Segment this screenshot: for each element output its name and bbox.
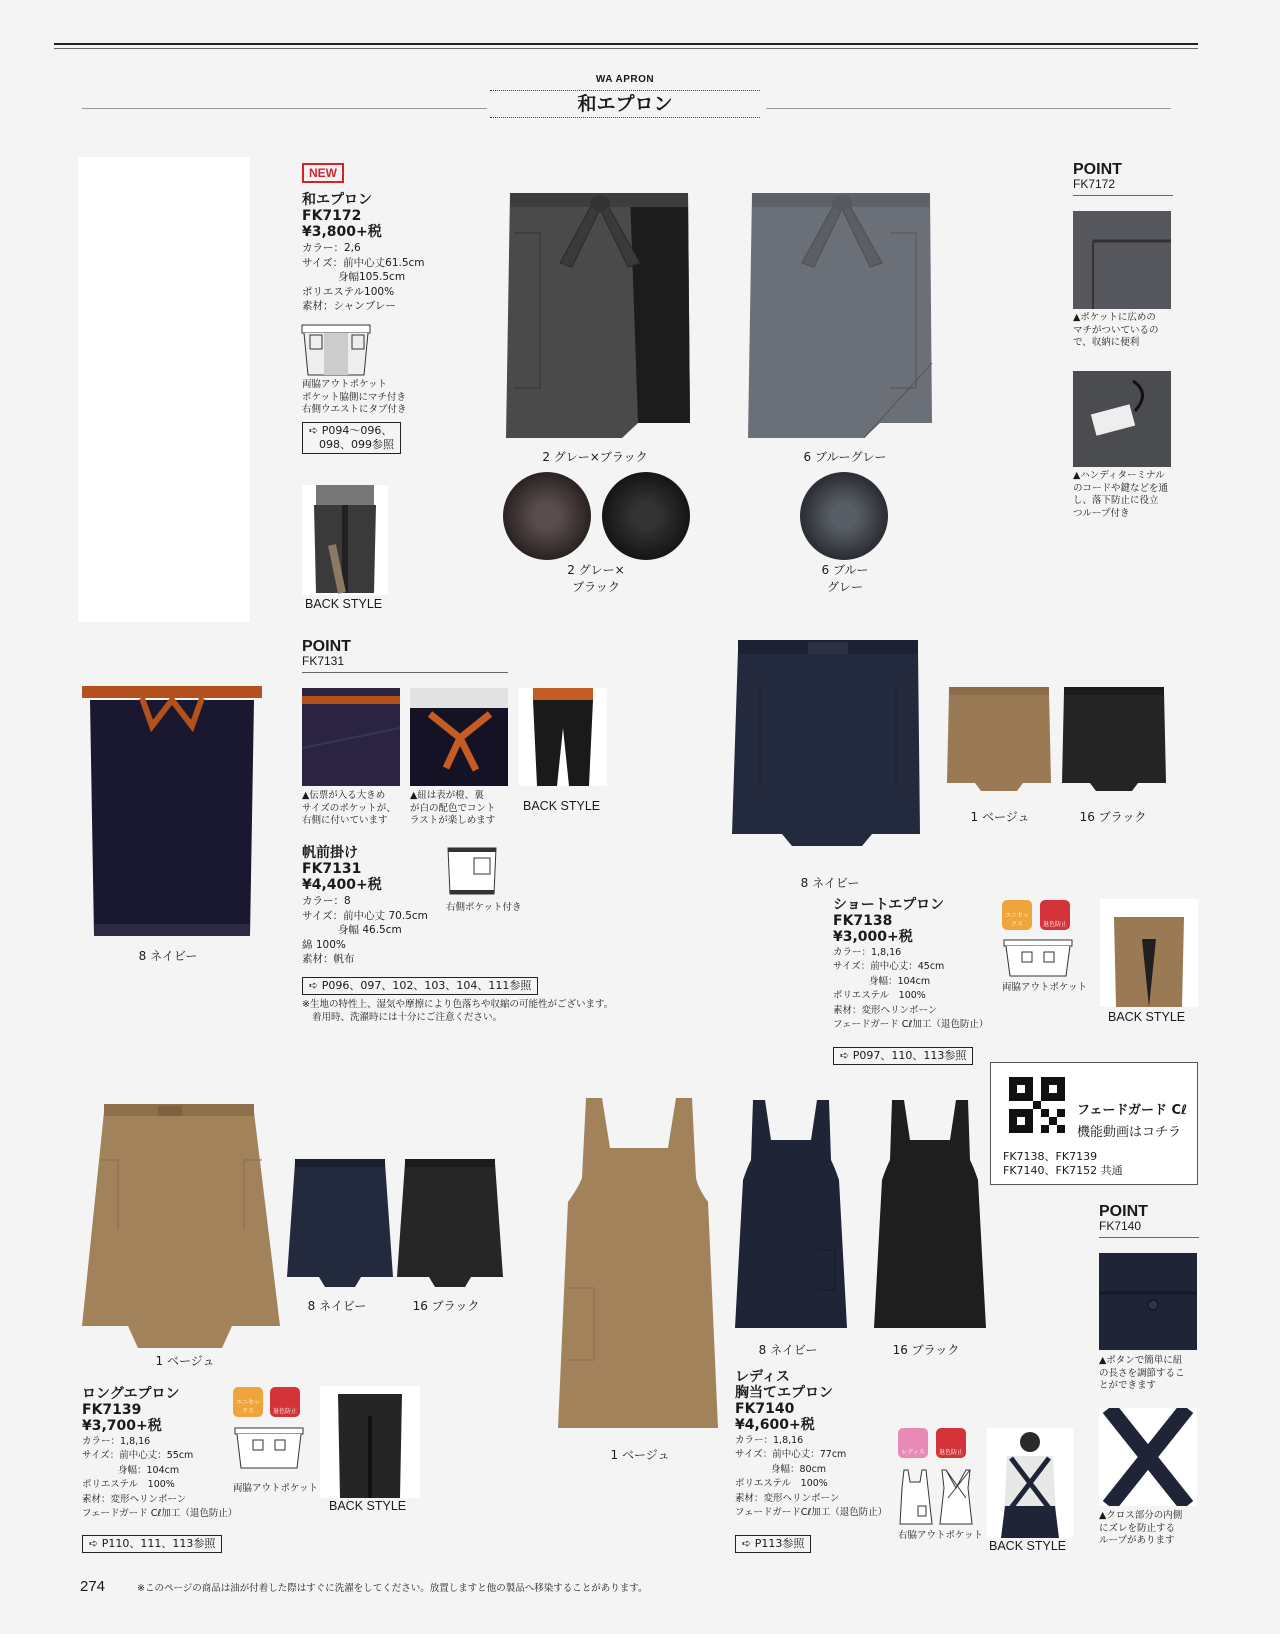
reference-line: 098、099参照 xyxy=(319,438,394,451)
point-photo-pocket xyxy=(1073,211,1171,309)
note-line: ▲クロス部分の内側 xyxy=(1099,1510,1183,1521)
apron-photo-gray-black xyxy=(500,163,700,438)
back-style-photo xyxy=(1100,899,1198,1007)
pocket-diagram-icon xyxy=(898,1468,974,1526)
product-code: FK7131 xyxy=(302,861,362,877)
page-reference-fk7138: ➪ P097、110、113参照 xyxy=(833,1047,973,1065)
point-photo-pocket xyxy=(302,688,400,786)
caption-beige: 1 ベージュ xyxy=(155,1354,215,1368)
spec-size: サイズ：前中心丈61.5cm xyxy=(302,256,425,269)
top-rule-thin xyxy=(54,48,1198,49)
pocket-diagram-icon xyxy=(300,321,372,377)
pocket-diagram-icon xyxy=(233,1426,305,1470)
qr-box xyxy=(990,1062,1198,1185)
point-code: FK7140 xyxy=(1099,1219,1142,1233)
badge-label: ユニセックス xyxy=(235,1399,260,1415)
apron-photo-navy-long xyxy=(285,1157,395,1287)
spec-finish: フェードガード Cℓ加工（退色防止） xyxy=(82,1508,238,1520)
apron-photo-beige-bib xyxy=(558,1098,718,1436)
note-line: ▲ボタンで簡単に紐 xyxy=(1099,1355,1183,1366)
product-code: FK7172 xyxy=(302,208,362,224)
spec-finish: フェードガード Cℓ加工（退色防止） xyxy=(833,1019,989,1031)
note-line: つループ付き xyxy=(1073,507,1130,519)
apron-photo-navy-short xyxy=(728,636,928,846)
apron-photo-beige-long xyxy=(82,1100,282,1348)
unisex-badge xyxy=(1002,900,1032,930)
caption-beige: 1 ベージュ xyxy=(610,1448,670,1462)
qr-products-1: FK7138、FK7139 xyxy=(1003,1150,1098,1163)
point-title: POINT xyxy=(1099,1203,1148,1220)
product-name: ショートエプロン xyxy=(833,897,945,913)
section-title: 和エプロン xyxy=(577,93,673,115)
point-block-fk7131 xyxy=(302,638,512,673)
pocket-diagram-icon xyxy=(446,846,498,898)
product-fk7172 xyxy=(302,192,425,314)
point-photo-loop xyxy=(1073,371,1171,467)
note-line: が白の配色でコント xyxy=(410,802,496,814)
note-line: ラストが楽しめます xyxy=(410,815,496,826)
note-line: ▲ポケットに広めの xyxy=(1073,312,1156,323)
product-name: 和エプロン xyxy=(302,192,372,208)
apron-photo-navy-canvas xyxy=(82,686,262,936)
note-line: し、落下防止に役立 xyxy=(1073,495,1159,506)
badge-label: ユニセックス xyxy=(1004,912,1029,928)
product-price: ¥4,600+税 xyxy=(735,1417,815,1433)
pocket-label: 右脇アウトポケット xyxy=(898,1530,984,1541)
caption-black: 16 ブラック xyxy=(892,1343,960,1357)
note-line: のコードや鍵などを通 xyxy=(1073,482,1169,494)
product-price: ¥3,000+税 xyxy=(833,929,913,945)
spec-color: カラー：1,8,16 xyxy=(735,1435,804,1446)
header-rule-right xyxy=(766,108,1171,109)
spec-color: カラー：1,8,16 xyxy=(82,1436,151,1447)
page-number: 274 xyxy=(80,1578,106,1595)
pocket-label: 両脇アウトポケット xyxy=(233,1483,319,1494)
spec-color: カラー：1,8,16 xyxy=(833,947,902,958)
header-rule-left xyxy=(82,108,487,109)
fade-guard-badge xyxy=(1040,900,1070,930)
spec-material: ポリエステル 100% xyxy=(82,1479,175,1491)
point-note xyxy=(1099,1510,1182,1548)
qr-subtitle: 機能動画はコチラ xyxy=(1077,1125,1182,1140)
back-style-photo xyxy=(320,1386,420,1498)
point-code: FK7172 xyxy=(1073,177,1116,191)
badge-label: 退色防止 xyxy=(938,1449,963,1456)
blank-panel xyxy=(78,157,250,622)
swatch-caption-line: グレー xyxy=(826,580,863,594)
badge-label: 退色防止 xyxy=(272,1408,297,1415)
caption-navy: 8 ネイビー xyxy=(800,876,860,890)
swatch-caption-line: 2 グレー× xyxy=(567,563,625,577)
product-fk7139 xyxy=(82,1386,237,1521)
spec-fabric: 素材：シャンブレー xyxy=(302,300,396,312)
product-fk7131 xyxy=(302,845,428,967)
point-title: POINT xyxy=(1073,161,1122,178)
apron-photo-bluegray xyxy=(740,163,940,438)
fabric-swatch-bluegray xyxy=(800,472,888,560)
point-photo-button xyxy=(1099,1253,1197,1350)
point-title: POINT xyxy=(302,638,351,655)
spec-width: 身幅：104cm xyxy=(118,1464,180,1476)
point-block-fk7140 xyxy=(1099,1203,1199,1238)
back-style-photo xyxy=(987,1428,1073,1538)
spec-width: 身幅 46.5cm xyxy=(338,924,402,936)
back-style-label: BACK STYLE xyxy=(989,1539,1067,1553)
note-line: サイズのポケットが、 xyxy=(302,802,396,814)
page-reference-fk7140: ➪ P113参照 xyxy=(735,1535,811,1553)
product-name-line2: 胸当てエプロン xyxy=(735,1385,833,1401)
note-line: とができます xyxy=(1099,1380,1157,1391)
apron-photo-black-short xyxy=(1060,685,1168,793)
note-line: ▲伝票が入る大きめ xyxy=(302,790,386,801)
product-name: 帆前掛け xyxy=(302,845,358,861)
fade-guard-badge xyxy=(270,1387,300,1417)
spec-width: 身幅105.5cm xyxy=(338,271,406,283)
spec-size: サイズ：前中心丈：45cm xyxy=(833,961,945,973)
spec-fabric: 素材：変形ヘリンボーン xyxy=(833,1004,938,1016)
apron-photo-beige-short xyxy=(945,685,1053,793)
spec-color: カラー：8 xyxy=(302,895,351,907)
qr-title: フェードガード Cℓ xyxy=(1077,1103,1188,1118)
caption-beige: 1 ベージュ xyxy=(970,810,1030,824)
caption-black: 16 ブラック xyxy=(412,1299,480,1313)
note-line: ▲紐は表が橙、裏 xyxy=(410,790,484,801)
spec-size: サイズ：前中心丈：77cm xyxy=(735,1449,847,1461)
spec-width: 身幅：80cm xyxy=(771,1463,827,1475)
caption-navy: 8 ネイビー xyxy=(307,1299,367,1313)
top-rule xyxy=(54,43,1198,45)
note-line: マチがついているの xyxy=(1073,324,1159,336)
badge-label: レディス xyxy=(901,1449,925,1456)
product-code: FK7138 xyxy=(833,913,893,929)
page-reference-fk7131: ➪ P096、097、102、103、104、111参照 xyxy=(302,977,538,995)
note-line: ▲ハンディターミナル xyxy=(1073,470,1165,481)
swatch-caption-line: 6 ブルー xyxy=(821,563,869,577)
pocket-diagram-icon xyxy=(1002,938,1074,978)
caption-navy: 8 ネイビー xyxy=(138,949,198,963)
note-line: で、収納に便利 xyxy=(1073,337,1140,348)
page-reference-fk7139: ➪ P110、111、113参照 xyxy=(82,1535,222,1553)
apron-photo-black-long xyxy=(395,1157,505,1287)
pocket-label: 両脇アウトポケット xyxy=(1002,982,1088,993)
note-line: 着用時、洗濯時には十分にご注意ください。 xyxy=(312,1011,503,1023)
features-fk7172 xyxy=(302,379,407,417)
spec-color: カラー：2,6 xyxy=(302,242,361,254)
caption-bluegray: 6 ブルーグレー xyxy=(803,450,887,464)
spec-finish: フェードガードCℓ加工（退色防止） xyxy=(735,1507,888,1519)
spec-size: サイズ：前中心丈：55cm xyxy=(82,1450,194,1462)
note-line: にズレを防止する xyxy=(1099,1522,1176,1534)
note-line: 右側に付いています xyxy=(302,815,388,826)
feature-line: ポケット脇側にマチ付き xyxy=(302,391,407,403)
point-note xyxy=(410,790,496,828)
note-line: ループがあります xyxy=(1099,1535,1175,1546)
new-badge: NEW xyxy=(302,163,344,183)
product-price: ¥3,800+税 xyxy=(302,224,382,240)
product-name: ロングエプロン xyxy=(82,1386,180,1402)
back-style-photo xyxy=(302,485,388,595)
spec-fabric: 素材：変形ヘリンボーン xyxy=(735,1492,840,1504)
fade-guard-badge xyxy=(936,1428,966,1458)
point-note xyxy=(1073,470,1168,520)
section-header xyxy=(490,74,760,118)
caption-navy: 8 ネイビー xyxy=(758,1343,818,1357)
apron-photo-navy-bib xyxy=(735,1100,847,1328)
product-fk7138 xyxy=(833,897,988,1032)
qr-products-2: FK7140、FK7152 共通 xyxy=(1003,1164,1123,1177)
swatch-caption-line: ブラック xyxy=(572,580,620,594)
unisex-badge xyxy=(233,1387,263,1417)
product-code: FK7139 xyxy=(82,1402,142,1418)
swatch-caption xyxy=(795,561,895,595)
spec-material: ポリエステル100% xyxy=(302,285,395,298)
point-note xyxy=(1099,1355,1185,1393)
pocket-label: 右側ポケット付き xyxy=(446,902,522,913)
page-reference-fk7172 xyxy=(302,422,401,454)
spec-material: 綿 100% xyxy=(302,938,346,951)
swatch-caption xyxy=(546,561,646,595)
point-note xyxy=(302,790,396,828)
back-style-label: BACK STYLE xyxy=(1108,1010,1186,1024)
spec-material: ポリエステル 100% xyxy=(833,990,926,1002)
section-title-en: WA APRON xyxy=(595,74,655,85)
fabric-swatch-gray xyxy=(503,472,591,560)
point-note xyxy=(1073,312,1159,350)
care-notes xyxy=(302,999,613,1024)
back-style-photo xyxy=(519,688,607,786)
spec-fabric: 素材：帆布 xyxy=(302,953,355,965)
note-line: の長さを調節するこ xyxy=(1099,1367,1185,1379)
apron-photo-black-bib xyxy=(874,1100,986,1328)
back-style-label: BACK STYLE xyxy=(329,1499,407,1513)
badge-label: 退色防止 xyxy=(1042,921,1067,928)
spec-material: ポリエステル 100% xyxy=(735,1478,828,1490)
spec-width: 身幅：104cm xyxy=(869,975,931,987)
product-code: FK7140 xyxy=(735,1401,795,1417)
note-line: ※生地の特性上、湿気や摩擦により色落ちや収縮の可能性がございます。 xyxy=(302,999,614,1010)
feature-line: 右側ウエストにタブ付き xyxy=(302,404,407,415)
point-code: FK7131 xyxy=(302,654,345,668)
spec-size: サイズ：前中心丈 70.5cm xyxy=(302,909,428,922)
point-block-fk7172 xyxy=(1073,161,1173,196)
ladies-badge xyxy=(898,1428,928,1458)
back-style-label: BACK STYLE xyxy=(523,799,601,813)
product-price: ¥4,400+税 xyxy=(302,877,382,893)
point-photo-strap xyxy=(410,688,508,786)
product-fk7140 xyxy=(735,1369,887,1520)
back-style-label: BACK STYLE xyxy=(305,597,383,611)
caption-black: 16 ブラック xyxy=(1079,810,1147,824)
product-price: ¥3,700+税 xyxy=(82,1418,162,1434)
product-name-line1: レディス xyxy=(735,1369,790,1385)
footer-note: ※このページの商品は油が付着した際はすぐに洗濯をしてください。放置しますと他の製品へ移染することがあります。 xyxy=(137,1583,648,1594)
caption-gray-black: 2 グレー×ブラック xyxy=(542,450,648,464)
qr-code-icon[interactable] xyxy=(1009,1077,1065,1133)
spec-fabric: 素材：変形ヘリンボーン xyxy=(82,1493,187,1505)
fabric-swatch-black xyxy=(602,472,690,560)
reference-line: ➪ P094～096、 xyxy=(309,424,393,437)
feature-line: 両脇アウトポケット xyxy=(302,379,388,390)
point-photo-cross xyxy=(1099,1408,1197,1506)
